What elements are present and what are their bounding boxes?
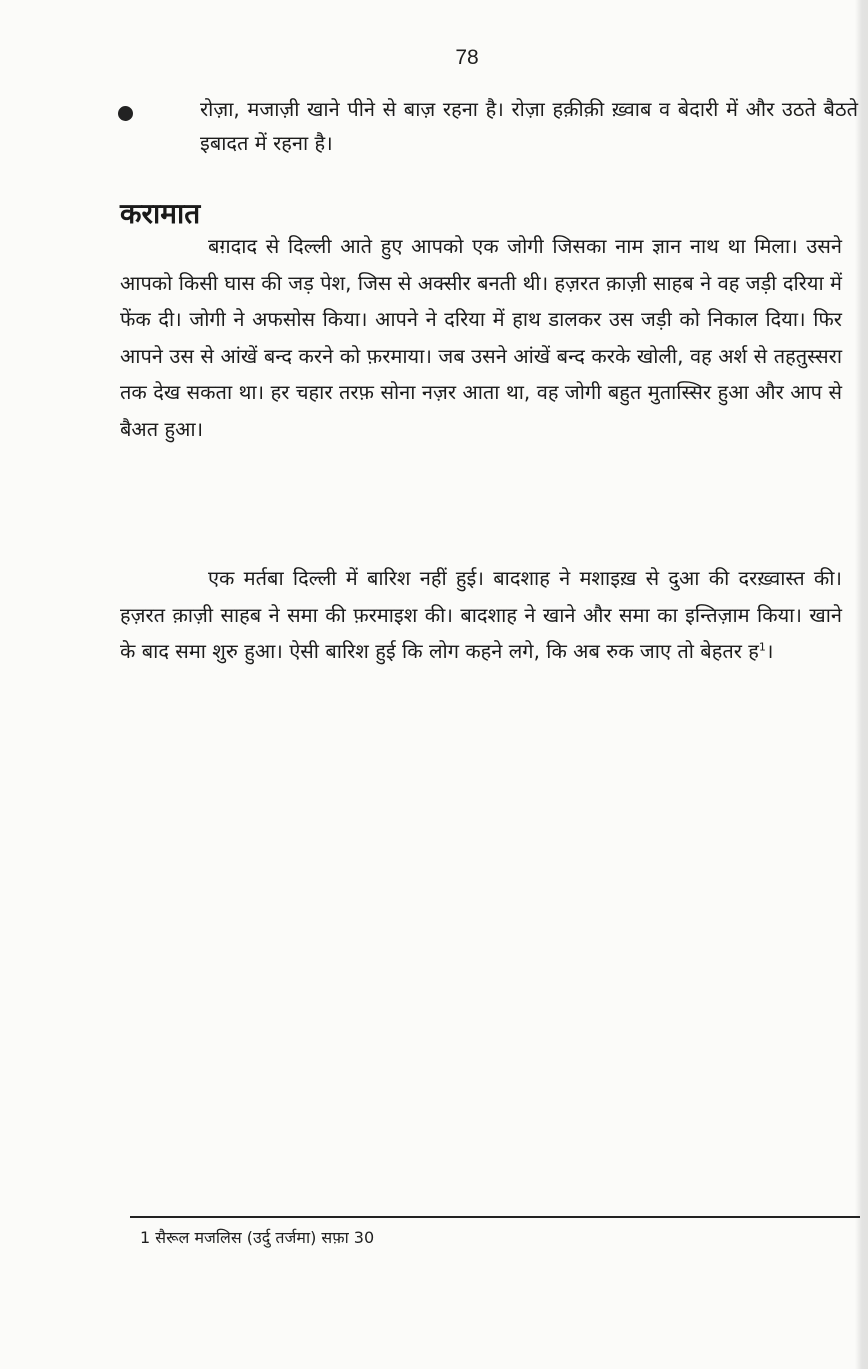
page-number: 78 [455,46,479,69]
filled-circle-bullet-icon [118,106,133,121]
paragraph-2 [120,560,842,670]
bullet-text: रोज़ा, मजाज़ी खाने पीने से बाज़ रहना है। रोज़ा हक़ीक़ी ख़्वाब व बेदारी में और उठते बैठते इबादत में रहना है। [200,97,858,155]
footnote-text: सैरूल मजलिस (उर्दु तर्जमा) सफ़ा 30 [155,1228,375,1247]
footnote-divider [130,1216,860,1218]
paragraph-2-end: । [765,639,774,663]
paragraph-1-text: बग़दाद से दिल्ली आते हुए आपको एक जोगी जिसका नाम ज्ञान नाथ था मिला। उसने आपको किसी घास की जड़ पेश, जिस से अक्सीर बनती थी। हज़रत क़ाज़ी साहब ने वह जड़ी दरिया में फेंक दी। जोगी ने अफसोस किया। आपने ने दरिया में हाथ डालकर उस जड़ी को निकाल दिया। फिर आपने उस से आंखें बन्द करने को फ़रमाया। जब उसने आंखें बन्द करके खोली, वह अर्श से तहतुस्सरा तक देख सकता था। हर चहार तरफ़ सोना नज़र आता था, वह जोगी बहुत मुतास्सिर हुआ और आप से बैअत हुआ। [120,234,842,441]
footnote-marker: 1 [758,640,766,654]
bullet-item [118,92,858,160]
footnote-1 [140,1226,374,1248]
paragraph-2-text: एक मर्तबा दिल्ली में बारिश नहीं हुई। बादशाह ने मशाइख़ से दुआ की दरख़्वास्त की। हज़रत क़ाज़ी साहब ने समा की फ़रमाइश की। बादशाह ने खाने और समा का इन्तिज़ाम किया। खाने के बाद समा शुरु हुआ। ऐसी बारिश हुई कि लोग कहने लगे, कि अब रुक जाए तो बेहतर ह [120,566,842,663]
section-heading: करामात [120,197,201,230]
footnote-number: 1 [140,1228,151,1247]
paragraph-1 [120,228,842,447]
